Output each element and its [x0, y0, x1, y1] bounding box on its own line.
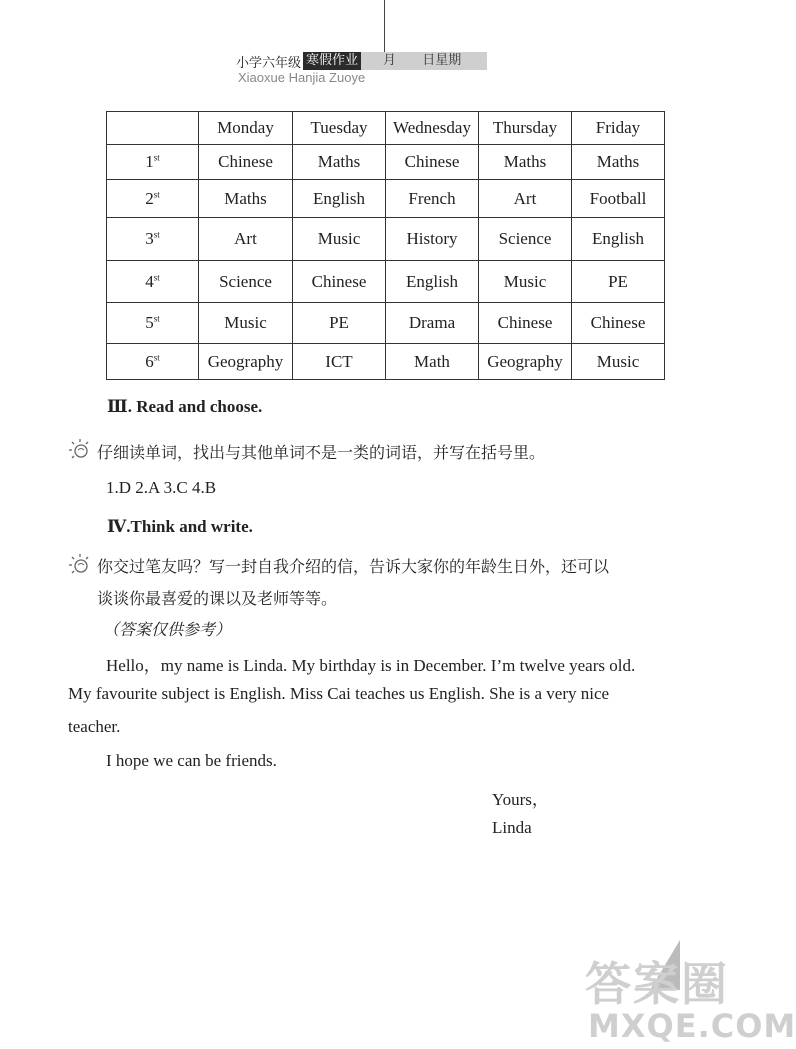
section-4-heading: Ⅳ.Think and write.: [107, 517, 253, 536]
table-row: [107, 218, 665, 261]
subject-cell: Maths: [199, 180, 293, 218]
period-cell: 6st: [107, 344, 199, 380]
subject-cell: Chinese: [479, 303, 572, 344]
header-day-week: 日星期: [422, 53, 462, 68]
subject-cell: Football: [572, 180, 665, 218]
day-header: Wednesday: [386, 112, 479, 145]
subject-cell: English: [572, 218, 665, 261]
gutter-line: [384, 0, 385, 56]
table-row: [107, 261, 665, 303]
subject-cell: Maths: [293, 145, 386, 180]
letter-line-3: teacher.: [68, 717, 121, 736]
subject-cell: Music: [479, 261, 572, 303]
period-cell: 5st: [107, 303, 199, 344]
timetable-header-row: [107, 112, 665, 145]
period-cell: 2st: [107, 180, 199, 218]
subject-cell: Maths: [479, 145, 572, 180]
section-3-instruction: 仔细读单词，找出与其他单词不是一类的词语，并写在括号里。: [97, 443, 546, 462]
day-header: Friday: [572, 112, 665, 145]
subject-cell: History: [386, 218, 479, 261]
subject-cell: Science: [479, 218, 572, 261]
subject-cell: Chinese: [293, 261, 386, 303]
subject-cell: Chinese: [572, 303, 665, 344]
day-header: Thursday: [479, 112, 572, 145]
day-header: Tuesday: [293, 112, 386, 145]
subject-cell: Chinese: [199, 145, 293, 180]
subject-cell: Geography: [199, 344, 293, 380]
subject-cell: Maths: [572, 145, 665, 180]
period-cell: 3st: [107, 218, 199, 261]
lightbulb-icon: [68, 438, 92, 462]
subject-cell: PE: [572, 261, 665, 303]
timetable: [106, 111, 665, 380]
subject-cell: Math: [386, 344, 479, 380]
letter-signature: Linda: [492, 818, 532, 837]
day-header: Monday: [199, 112, 293, 145]
section-4-instruction-line-1: 你交过笔友吗？写一封自我介绍的信，告诉大家你的年龄生日外，还可以: [97, 557, 610, 576]
subject-cell: Art: [479, 180, 572, 218]
subject-cell: Music: [199, 303, 293, 344]
answer-note: （答案仅供参考）: [103, 620, 232, 639]
header-date: [361, 52, 487, 70]
header-highlight: 寒假作业: [303, 52, 361, 70]
page-header: [236, 52, 487, 70]
subject-cell: Art: [199, 218, 293, 261]
period-cell: 4st: [107, 261, 199, 303]
subject-cell: Science: [199, 261, 293, 303]
table-row: [107, 303, 665, 344]
letter-closing: Yours，: [492, 790, 549, 809]
table-row: [107, 180, 665, 218]
watermark-bottom: MXQE.COM: [588, 1007, 796, 1045]
period-cell: 1st: [107, 145, 199, 180]
subject-cell: French: [386, 180, 479, 218]
table-row: [107, 145, 665, 180]
header-month: 月: [383, 53, 397, 68]
section-3-answers: 1.D 2.A 3.C 4.B: [106, 478, 217, 497]
section-3-heading: Ⅲ. Read and choose.: [107, 397, 263, 416]
lightbulb-icon: [68, 553, 92, 577]
header-subtitle: Xiaoxue Hanjia Zuoye: [238, 70, 366, 85]
header-title: 小学六年级: [236, 55, 302, 71]
watermark-top: 答案圈: [585, 957, 729, 1011]
subject-cell: Drama: [386, 303, 479, 344]
table-row: [107, 344, 665, 380]
subject-cell: PE: [293, 303, 386, 344]
subject-cell: Chinese: [386, 145, 479, 180]
subject-cell: ICT: [293, 344, 386, 380]
subject-cell: English: [293, 180, 386, 218]
letter-line-2: My favourite subject is English. Miss Cai teaches us English. She is a very nice: [68, 684, 610, 703]
subject-cell: Music: [572, 344, 665, 380]
letter-line-4: I hope we can be friends.: [106, 751, 277, 770]
subject-cell: Music: [293, 218, 386, 261]
letter-line-1: Hello，my name is Linda. My birthday is in December. I’m twelve years old.: [106, 656, 636, 675]
subject-cell: English: [386, 261, 479, 303]
section-4-instruction-line-2: 谈谈你最喜爱的课以及老师等等。: [97, 589, 338, 608]
corner-cell: [107, 112, 199, 145]
subject-cell: Geography: [479, 344, 572, 380]
